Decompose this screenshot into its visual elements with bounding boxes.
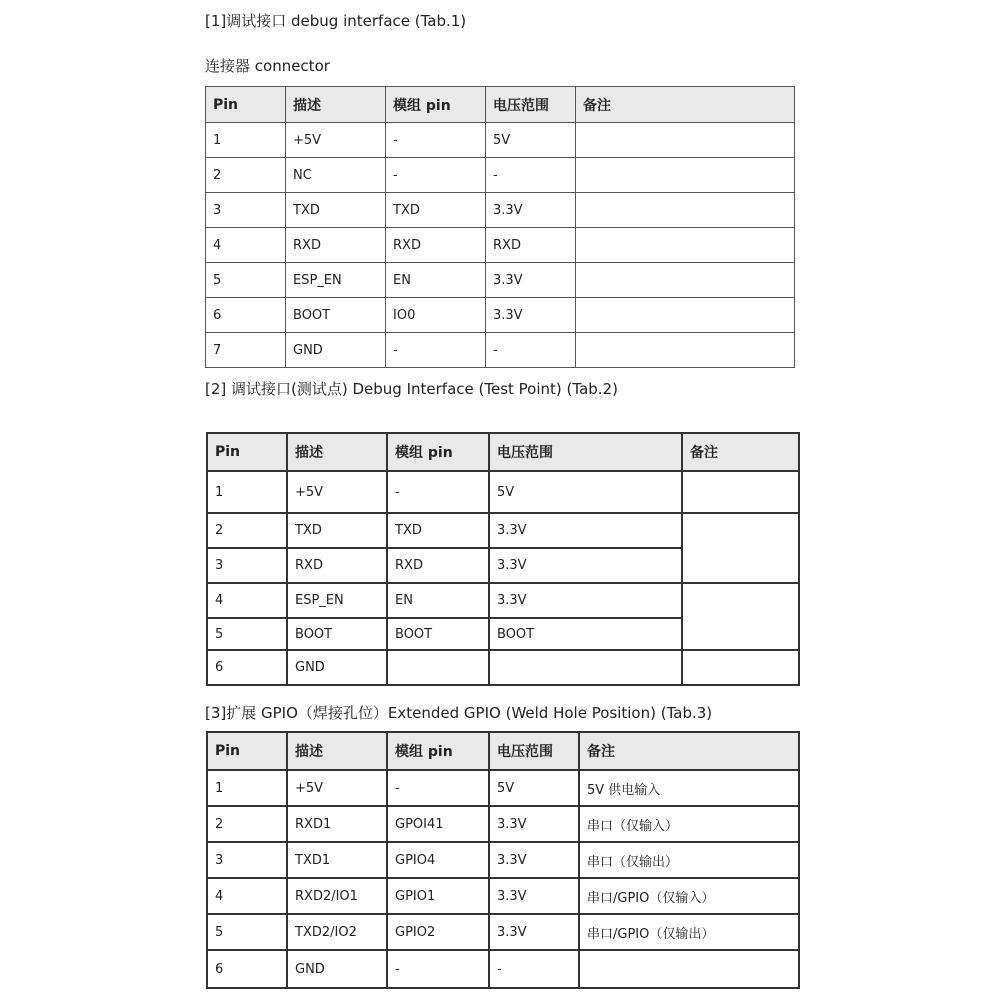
- cell-remarks: 串口/GPIO（仅输入）: [579, 878, 799, 914]
- cell-pin: 6: [207, 650, 287, 685]
- cell-voltage: BOOT: [489, 618, 682, 650]
- pin-table-2: [206, 432, 800, 686]
- cell-pin: 1: [206, 123, 286, 158]
- cell-pin: 4: [206, 228, 286, 263]
- cell-remarks: 串口（仅输出）: [579, 842, 799, 878]
- cell-description: BOOT: [287, 618, 387, 650]
- cell-module-pin: EN: [387, 583, 489, 618]
- cell-module-pin: -: [387, 471, 489, 513]
- table-row: [207, 950, 799, 988]
- table-row: [207, 650, 799, 685]
- cell-pin: 3: [206, 193, 286, 228]
- section-2-title: [2] 调试接口(测试点) Debug Interface (Test Point) (Tab.2): [205, 380, 618, 398]
- header-module-pin: 模组 pin: [387, 732, 489, 770]
- cell-voltage: 5V: [489, 471, 682, 513]
- table-row: [207, 471, 799, 513]
- cell-module-pin: -: [386, 158, 486, 193]
- cell-voltage: -: [486, 333, 576, 368]
- cell-voltage: 3.3V: [486, 298, 576, 333]
- cell-remarks: [682, 650, 799, 685]
- cell-module-pin: GPIO4: [387, 842, 489, 878]
- cell-remarks: [576, 123, 795, 158]
- header-voltage-range: 电压范围: [489, 433, 682, 471]
- table-row: [206, 228, 795, 263]
- cell-module-pin: -: [386, 123, 486, 158]
- header-remarks: 备注: [576, 87, 795, 123]
- cell-pin: 3: [207, 842, 287, 878]
- cell-module-pin: RXD: [387, 548, 489, 583]
- cell-pin: 5: [207, 618, 287, 650]
- header-remarks: 备注: [682, 433, 799, 471]
- cell-description: TXD: [286, 193, 386, 228]
- cell-module-pin: IO0: [386, 298, 486, 333]
- cell-pin: 6: [206, 298, 286, 333]
- cell-remarks: [576, 333, 795, 368]
- cell-remarks: [576, 228, 795, 263]
- cell-description: GND: [286, 333, 386, 368]
- cell-description: TXD: [287, 513, 387, 548]
- header-module-pin: 模组 pin: [387, 433, 489, 471]
- cell-pin: 3: [207, 548, 287, 583]
- header-description: 描述: [287, 732, 387, 770]
- cell-description: GND: [287, 650, 387, 685]
- section-1-title: [1]调试接口 debug interface (Tab.1): [205, 12, 467, 30]
- cell-remarks: [576, 263, 795, 298]
- cell-remarks: [682, 471, 799, 513]
- table-row: [206, 333, 795, 368]
- table-row: [207, 806, 799, 842]
- cell-remarks: [576, 193, 795, 228]
- cell-remarks: [682, 583, 799, 650]
- cell-voltage: 5V: [486, 123, 576, 158]
- cell-module-pin: -: [386, 333, 486, 368]
- cell-description: NC: [286, 158, 386, 193]
- cell-description: ESP_EN: [286, 263, 386, 298]
- cell-pin: 1: [207, 471, 287, 513]
- cell-description: +5V: [287, 471, 387, 513]
- cell-module-pin: BOOT: [387, 618, 489, 650]
- cell-voltage: 5V: [489, 770, 579, 806]
- cell-remarks: 5V 供电输入: [579, 770, 799, 806]
- pin-table-3: [206, 731, 800, 989]
- cell-description: RXD1: [287, 806, 387, 842]
- table-row: [207, 878, 799, 914]
- cell-description: RXD: [286, 228, 386, 263]
- table-row: [207, 583, 799, 618]
- cell-description: TXD2/IO2: [287, 914, 387, 950]
- header-voltage-range: 电压范围: [486, 87, 576, 123]
- cell-module-pin: EN: [386, 263, 486, 298]
- cell-remarks: [579, 950, 799, 988]
- cell-voltage: 3.3V: [489, 548, 682, 583]
- cell-remarks: 串口/GPIO（仅输出）: [579, 914, 799, 950]
- cell-voltage: -: [486, 158, 576, 193]
- section-1-subtitle: 连接器 connector: [205, 57, 330, 75]
- cell-pin: 5: [206, 263, 286, 298]
- cell-voltage: 3.3V: [489, 878, 579, 914]
- table-row: [206, 158, 795, 193]
- cell-pin: 2: [207, 806, 287, 842]
- header-pin: Pin: [207, 433, 287, 471]
- cell-module-pin: GPOI41: [387, 806, 489, 842]
- cell-description: ESP_EN: [287, 583, 387, 618]
- cell-remarks: [576, 298, 795, 333]
- cell-voltage: RXD: [486, 228, 576, 263]
- cell-description: +5V: [287, 770, 387, 806]
- cell-voltage: 3.3V: [489, 806, 579, 842]
- cell-pin: 6: [207, 950, 287, 988]
- cell-description: RXD2/IO1: [287, 878, 387, 914]
- cell-voltage: 3.3V: [489, 513, 682, 548]
- cell-remarks: [682, 513, 799, 583]
- section-3-title: [3]扩展 GPIO（焊接孔位）Extended GPIO (Weld Hole Position) (Tab.3): [205, 704, 713, 722]
- cell-voltage: -: [489, 950, 579, 988]
- table-row: [207, 770, 799, 806]
- pin-table-1: [205, 86, 795, 368]
- cell-pin: 7: [206, 333, 286, 368]
- header-pin: Pin: [207, 732, 287, 770]
- cell-pin: 2: [206, 158, 286, 193]
- table-row: [207, 842, 799, 878]
- cell-description: BOOT: [286, 298, 386, 333]
- cell-pin: 4: [207, 878, 287, 914]
- cell-module-pin: GPIO1: [387, 878, 489, 914]
- cell-module-pin: -: [387, 770, 489, 806]
- table-header-row: [207, 732, 799, 770]
- cell-voltage: 3.3V: [489, 914, 579, 950]
- table-row: [206, 193, 795, 228]
- cell-voltage: 3.3V: [486, 263, 576, 298]
- header-description: 描述: [287, 433, 387, 471]
- cell-voltage: 3.3V: [489, 842, 579, 878]
- header-voltage-range: 电压范围: [489, 732, 579, 770]
- table-row: [206, 263, 795, 298]
- cell-voltage: [489, 650, 682, 685]
- cell-module-pin: GPIO2: [387, 914, 489, 950]
- cell-pin: 4: [207, 583, 287, 618]
- cell-voltage: 3.3V: [486, 193, 576, 228]
- cell-remarks: 串口（仅输入）: [579, 806, 799, 842]
- table-header-row: [207, 433, 799, 471]
- cell-voltage: 3.3V: [489, 583, 682, 618]
- cell-module-pin: [387, 650, 489, 685]
- table-row: [206, 123, 795, 158]
- cell-pin: 2: [207, 513, 287, 548]
- table-header-row: [206, 87, 795, 123]
- table-row: [207, 914, 799, 950]
- cell-description: +5V: [286, 123, 386, 158]
- table-row: [207, 513, 799, 548]
- cell-pin: 1: [207, 770, 287, 806]
- header-pin: Pin: [206, 87, 286, 123]
- header-remarks: 备注: [579, 732, 799, 770]
- cell-description: TXD1: [287, 842, 387, 878]
- cell-description: RXD: [287, 548, 387, 583]
- cell-module-pin: TXD: [387, 513, 489, 548]
- cell-remarks: [576, 158, 795, 193]
- cell-module-pin: TXD: [386, 193, 486, 228]
- table-row: [206, 298, 795, 333]
- header-module-pin: 模组 pin: [386, 87, 486, 123]
- cell-pin: 5: [207, 914, 287, 950]
- cell-description: GND: [287, 950, 387, 988]
- cell-module-pin: RXD: [386, 228, 486, 263]
- cell-module-pin: -: [387, 950, 489, 988]
- header-description: 描述: [286, 87, 386, 123]
